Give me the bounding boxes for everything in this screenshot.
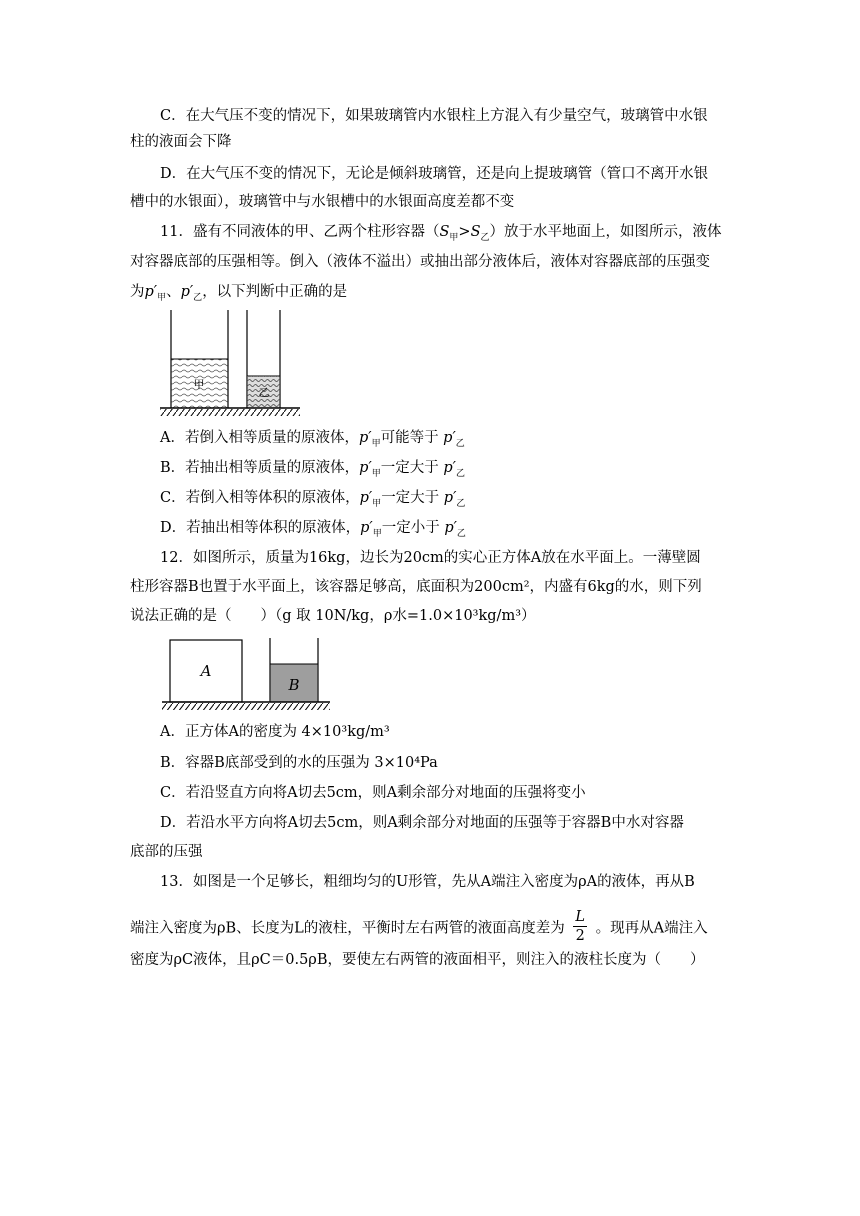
q13-stem-line1: 13．如图是一个足够长，粗细均匀的U形管，先从A端注入密度为ρA的液体，再从B	[160, 874, 695, 890]
q11A-mid: 可能等于	[380, 430, 439, 446]
q11D-mid: 一定小于	[381, 520, 440, 536]
q11-option-c: C．若倒入相等体积的原液体，$p'_甲$一定大于 $p'_乙$	[160, 490, 466, 509]
q11-option-a: A．若倒入相等质量的原液体，$p'_甲$可能等于 $p'_乙$	[160, 430, 465, 449]
fraction-l-over-2: $\frac{L}{2}$	[575, 909, 586, 944]
q11D-text: D．若抽出相等体积的原液体，	[160, 520, 361, 536]
q12-stem-line3: 说法正确的是（ ）（g 取 10N/kg，ρ水=1.0×10³kg/m³）	[130, 608, 536, 624]
q11A-text: A．若倒入相等质量的原液体，	[160, 430, 359, 446]
q12-option-d-cont: 底部的压强	[130, 844, 203, 860]
q11C-mid: 一定大于	[381, 490, 440, 506]
q11B-mid: 一定大于	[380, 460, 439, 476]
ground-hatch-12	[162, 703, 330, 710]
q11-option-b: B．若抽出相等质量的原液体，$p'_甲$一定大于 $p'_乙$	[160, 460, 465, 479]
q11-stem-line2: 对容器底部的压强相等。倒入（液体不溢出）或抽出部分液体后，液体对容器底部的压强变	[130, 254, 710, 270]
q10-option-c-cont: 柱的液面会下降	[130, 134, 232, 150]
q10-option-d-cont: 槽中的水银面），玻璃管中与水银槽中的水银面高度差都不变	[130, 194, 515, 210]
q13-stem-line3: 密度为ρC液体，且ρC＝0.5ρB，要使左右两管的液面相平，则注入的液柱长度为（ ）	[130, 952, 705, 968]
q12-stem-line2: 柱形容器B也置于水平面上，该容器足够高，底面积为200cm²，内盛有6kg的水，则下列	[130, 579, 702, 595]
label-yi: 乙	[258, 386, 270, 399]
q11-stem-line1: 11．盛有不同液体的甲、乙两个柱形容器$(S_甲>S_乙)$放于水平地面上，如图所示，液体	[160, 224, 722, 243]
q12-option-b: B．容器B底部受到的水的压强为 3×10⁴Pa	[160, 755, 438, 771]
q12-option-d: D．若沿水平方向将A切去5cm，则A剩余部分对地面的压强等于容器B中水对容器	[160, 815, 684, 831]
q10-option-d: D．在大气压不变的情况下，无论是倾斜玻璃管，还是向上提玻璃管（管口不离开水银	[160, 166, 709, 182]
q11-stem-post: ）放于水平地面上，如图所示，液体	[489, 224, 722, 240]
q11-stem-line3: 为$p'_甲$、$p'_乙$，以下判断中正确的是	[130, 284, 348, 303]
q11-stem3-pre: 为	[130, 284, 145, 300]
q12-option-a: A．正方体A的密度为 4×10³kg/m³	[160, 724, 390, 740]
q11-figure	[158, 308, 303, 420]
q11-option-d: D．若抽出相等体积的原液体，$p'_甲$一定小于 $p'_乙$	[160, 520, 466, 539]
q11C-text: C．若倒入相等体积的原液体，	[160, 490, 360, 506]
q13-stem2-post: 。现再从A端注入	[595, 920, 708, 937]
label-jia: 甲	[193, 378, 205, 391]
q13-stem2-pre: 端注入密度为ρB、长度为L的液柱，平衡时左右两管的液面高度差为	[130, 920, 565, 937]
container-b-label: B	[288, 676, 300, 694]
ground-hatch	[160, 409, 300, 416]
q11-stem-pre: 11．盛有不同液体的甲、乙两个柱形容器（	[160, 224, 440, 240]
q13-stem-line2	[130, 910, 708, 947]
cube-a-label: A	[200, 662, 212, 680]
q11B-text: B．若抽出相等质量的原液体，	[160, 460, 360, 476]
q10-option-c: C．在大气压不变的情况下，如果玻璃管内水银柱上方混入有少量空气，玻璃管中水银	[160, 108, 708, 124]
q11-stem3-post: ，以下判断中正确的是	[202, 284, 348, 300]
q12-stem-line1: 12．如图所示，质量为16kg，边长为20cm的实心正方体A放在水平面上。一薄壁圆	[160, 550, 701, 566]
q12-figure	[160, 632, 332, 712]
q12-option-c: C．若沿竖直方向将A切去5cm，则A剩余部分对地面的压强将变小	[160, 785, 586, 801]
